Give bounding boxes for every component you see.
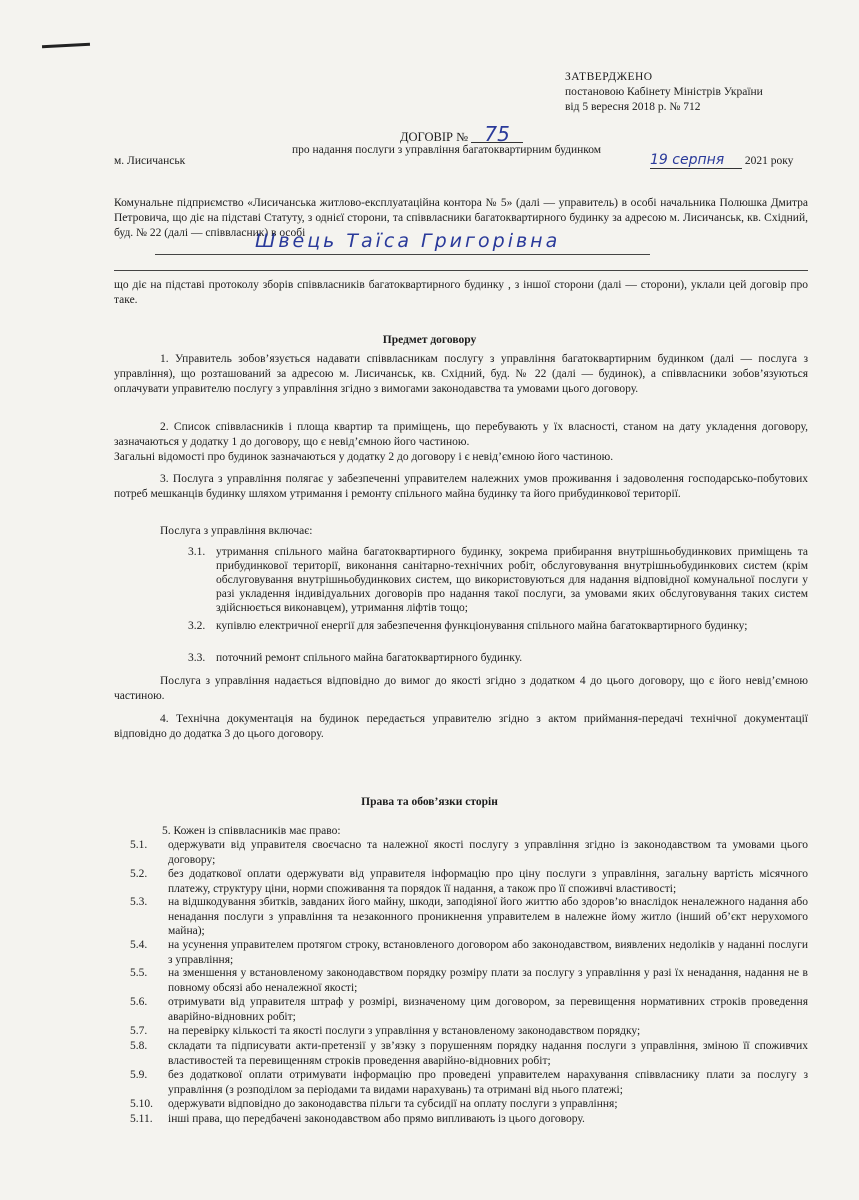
date-year: 2021 року bbox=[744, 155, 794, 167]
subject-paragraph-1: 1. Управитель зобов’язується надавати співвласникам послугу з управління багатоквартирним будинком (далі — послуга з управління), що розташований за адресою м. Лисичанськ, кв. Східний, буд. № 22 (далі — будинок), а співвласники зобов’язуються оплачувати управителю послугу з управління згідно з вимогами законодавства та умовами цього договору. bbox=[114, 353, 808, 395]
name-underline bbox=[155, 254, 650, 255]
list-item-text: складати та підписувати акти-претензії у зв’язку з порушенням порядку надання послуги з управління, зміною її споживчих властивостей та перевищенням строків проведення аварійно-відновних робіт; bbox=[168, 1040, 808, 1067]
approved-line-1: постановою Кабінету Міністрів України bbox=[565, 86, 763, 98]
list-item-number: 3.1. bbox=[188, 546, 206, 558]
list-item-text: без додаткової оплати одержувати від управителя інформацію про ціну послуги з управління, загальну вартість місячного платежу, структуру ціни, норми споживання та порядок її надання, а також про її споживчі властивості; bbox=[168, 868, 808, 895]
approval-stamp-block bbox=[565, 70, 763, 115]
list-item-text: інші права, що передбачені законодавством або прямо випливають із цього договору. bbox=[168, 1113, 585, 1125]
list-item bbox=[130, 1024, 808, 1039]
contract-place: м. Лисичанськ bbox=[114, 155, 186, 167]
list-item-text: утримання спільного майна багатоквартирного будинку, зокрема прибирання внутрішньобудинкових приміщень та прибудинкової території, виконання санітарно-технічних робіт, обслуговування внутрішньобудинкових систем (крім обслуговування внутрішньобудинкових систем, що використовуються для надання відповідної комунальної послуги у разі укладення індивідуальних договорів про надання такої послуги, за умовами яких обслуговування таких систем здійснюється виконавцем), утримання ліфтів тощо; bbox=[216, 546, 808, 614]
parties-suffix: що діє на підставі протоколу зборів співвласників багатоквартирного будинку , з іншої сторони (далі — сторони), уклали цей договір про таке. bbox=[114, 279, 808, 306]
contract-subtitle: про надання послуги з управління багатоквартирним будинком bbox=[292, 144, 602, 156]
subject-includes-label: Послуга з управління включає: bbox=[160, 525, 313, 537]
approved-heading: ЗАТВЕРДЖЕНО bbox=[565, 71, 653, 83]
list-item bbox=[130, 938, 808, 967]
subject-paragraph-4: 4. Технічна документація на будинок передається управителю згідно з актом приймання-передачі технічної документації відповідно до додатка 3 до цього договору. bbox=[114, 713, 808, 740]
contract-title bbox=[400, 122, 523, 146]
list-item bbox=[130, 1039, 808, 1068]
rights-intro: 5. Кожен із співвласників має право: bbox=[162, 825, 341, 837]
approved-line-2: від 5 вересня 2018 р. № 712 bbox=[565, 101, 701, 113]
list-item-number: 5.7. bbox=[130, 1025, 148, 1037]
contract-title-label: ДОГОВІР № bbox=[400, 130, 468, 144]
list-item-number: 5.8. bbox=[130, 1040, 148, 1052]
list-item-text: на зменшення у встановленому законодавством порядку розміру плати за послугу з управління у разі їх ненадання, надання не в повному обсязі або неналежної якості; bbox=[168, 967, 808, 994]
list-item-text: на відшкодування збитків, завданих його майну, шкоди, заподіяної його життю або здоров’ю внаслідок неналежного надання або ненадання послуги з управління та незаконного проникнення управителем в належне йому житло (інший об’єкт нерухомого майна); bbox=[168, 896, 808, 937]
list-item-text: отримувати від управителя штраф у розмірі, визначеному цим договором, за перевищення нормативних строків проведення аварійно-відновних робіт; bbox=[168, 996, 808, 1023]
blank-line bbox=[114, 270, 808, 271]
list-item bbox=[130, 1112, 808, 1127]
list-item bbox=[130, 1068, 808, 1097]
list-item-number: 5.2. bbox=[130, 868, 148, 880]
list-item-number: 5.11. bbox=[130, 1113, 153, 1125]
list-item-text: купівлю електричної енергії для забезпечення функціонування спільного майна багатоквартирного будинку; bbox=[216, 620, 748, 632]
list-item-text: на усунення управителем протягом строку, встановленого договором або законодавством, виявлених недоліків у наданні послуги з управління; bbox=[168, 939, 808, 966]
list-item-text: на перевірку кількості та якості послуги з управління у встановленому законодавством порядку; bbox=[168, 1025, 641, 1037]
list-item bbox=[130, 867, 808, 896]
date-handwritten: 19 серпня bbox=[650, 152, 742, 169]
list-item-number: 3.3. bbox=[188, 652, 206, 664]
pen-stroke-mark bbox=[42, 43, 90, 49]
list-item-text: поточний ремонт спільного майна багатоквартирного будинку. bbox=[216, 652, 523, 664]
subject-paragraph-3: 3. Послуга з управління полягає у забезпеченні управителем належних умов проживання і задоволення господарсько-побутових потреб мешканців будинку шляхом утримання і ремонту спільного майна будинку та його прибудинкової території. bbox=[114, 473, 808, 500]
list-item bbox=[130, 838, 808, 867]
list-item-number: 5.4. bbox=[130, 939, 148, 951]
list-item-text: без додаткової оплати отримувати інформацію про проведені управителем нарахування співвласнику плати за послугу з управління (з розподілом за періодами та видами нарахувань) та отримані від нього платежі; bbox=[168, 1069, 808, 1096]
list-item bbox=[130, 895, 808, 939]
list-item-number: 5.9. bbox=[130, 1069, 148, 1081]
contract-date bbox=[650, 152, 793, 169]
list-item-number: 3.2. bbox=[188, 620, 206, 632]
subject-paragraph-2b: Загальні відомості про будинок зазначаються у додатку 2 до договору і є невід’ємною його частиною. bbox=[114, 451, 614, 463]
list-item-number: 5.1. bbox=[130, 839, 148, 851]
co-owner-handwritten-name: Швець Таїса Григорівна bbox=[255, 230, 561, 252]
list-item bbox=[130, 1097, 808, 1112]
subject-quality-paragraph: Послуга з управління надається відповідно до вимог до якості згідно з додатком 4 до цього договору, що є його невід’ємною частиною. bbox=[114, 675, 808, 702]
section-title-rights: Права та обов’язки сторін bbox=[361, 796, 498, 808]
list-item bbox=[130, 995, 808, 1024]
list-item bbox=[130, 966, 808, 995]
list-item bbox=[188, 651, 808, 665]
list-item-number: 5.6. bbox=[130, 996, 148, 1008]
contract-number-handwritten: 75 bbox=[471, 126, 523, 143]
list-item-text: одержувати від управителя своєчасно та належної якості послугу з управління згідно із законодавством та умовами цього договору; bbox=[168, 839, 808, 866]
list-item bbox=[188, 545, 808, 615]
list-item bbox=[188, 619, 808, 633]
section-title-subject: Предмет договору bbox=[382, 334, 477, 346]
list-item-number: 5.3. bbox=[130, 896, 148, 908]
list-item-number: 5.5. bbox=[130, 967, 148, 979]
parties-paragraph: Комунальне підприємство «Лисичанська житлово-експлуатаційна контора № 5» (далі — управитель) в особі начальника Полюшка Дмитра Петровича, що діє на підставі Статуту, з однієї сторони, та співвласники багатоквартирного будинку за адресою м. Лисичанськ, кв. Східний, буд. № 22 (далі — співвласник) в особі bbox=[114, 197, 808, 239]
subject-paragraph-2: 2. Список співвласників і площа квартир та приміщень, що перебувають у їх власності, станом на дату укладення договору, зазначаються у додатку 1 до договору, що є невід’ємною його частиною. bbox=[114, 421, 808, 448]
list-item-number: 5.10. bbox=[130, 1098, 153, 1110]
list-item-text: одержувати відповідно до законодавства пільги та субсидії на оплату послуги з управління; bbox=[168, 1098, 618, 1110]
